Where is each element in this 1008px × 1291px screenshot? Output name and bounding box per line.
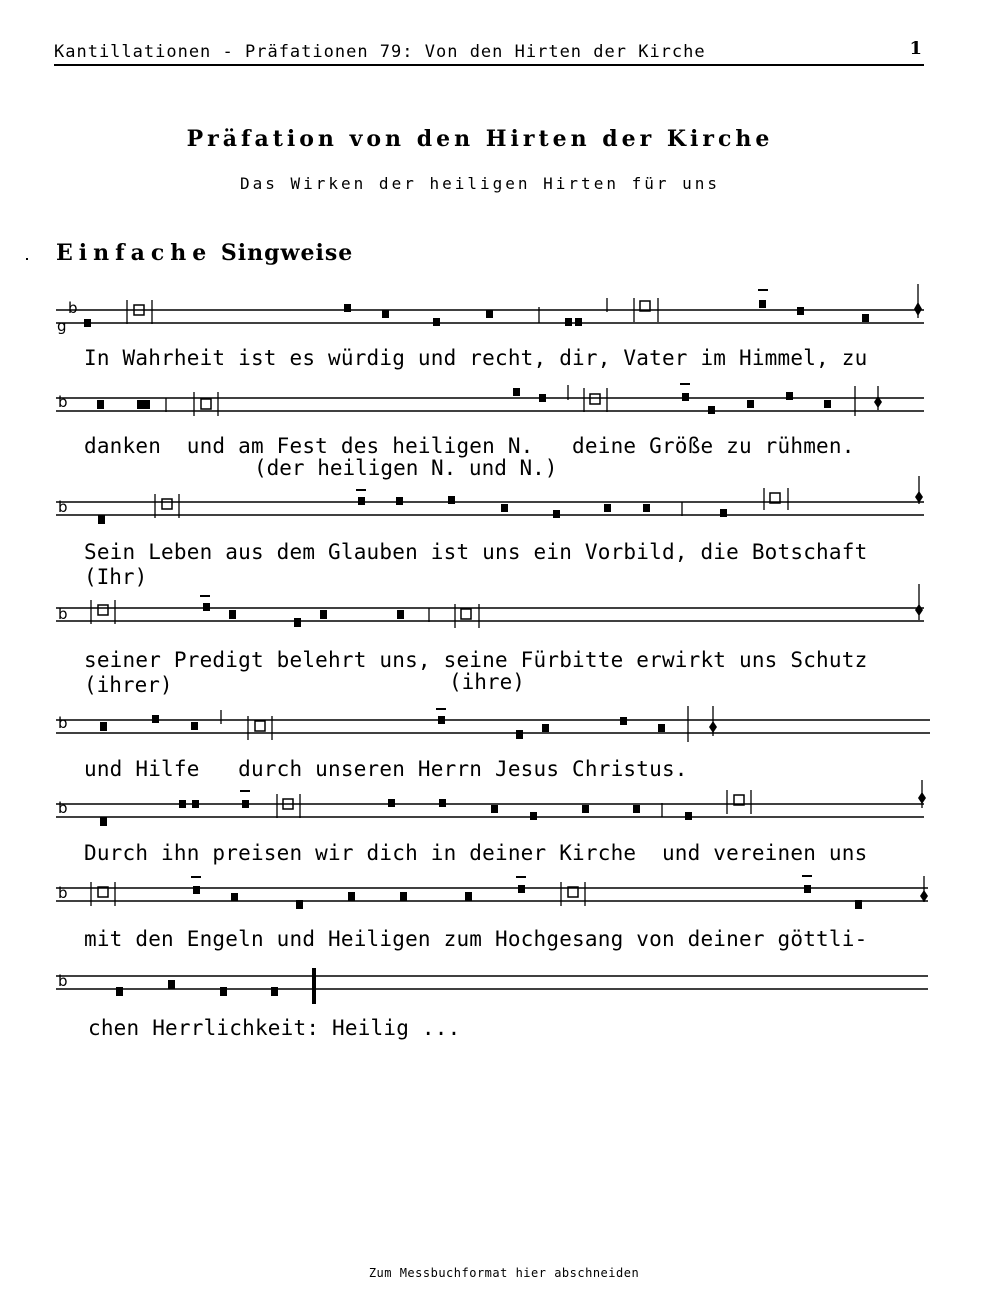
clef-letter: g (57, 317, 67, 335)
section-heading (56, 240, 353, 266)
chant-staff-2 (56, 380, 936, 420)
chant-staff-6 (56, 786, 936, 826)
flat-sign-icon: b (58, 605, 68, 623)
running-header (54, 40, 924, 66)
running-title: Kantillationen - Präfationen 79: Von den Hirten der Kirche (54, 42, 706, 62)
flat-sign-icon: b (68, 299, 78, 317)
page-subtitle: Das Wirken der heiligen Hirten für uns (239, 174, 721, 193)
lyric-line-1: In Wahrheit ist es würdig und recht, dir, Vater im Himmel, zu (84, 346, 868, 370)
lyric-line-4-alt: (ihrer) (84, 673, 173, 697)
lyric-line-7: mit den Engeln und Heiligen zum Hochgesang von deiner göttli- (84, 927, 868, 951)
flat-sign-icon: b (58, 799, 68, 817)
section-heading-rest: Singweise (220, 240, 354, 266)
chant-staff-8 (56, 962, 936, 1002)
flat-sign-icon: b (58, 498, 68, 516)
flat-sign-icon: b (58, 972, 68, 990)
flat-sign-icon: b (58, 714, 68, 732)
lyric-line-4-alt2: (ihre) (449, 670, 525, 694)
lyric-line-6: Durch ihn preisen wir dich in deiner Kirche und vereinen uns (84, 841, 868, 865)
page-title: Präfation von den Hirten der Kirche (186, 126, 774, 152)
chant-staff-3 (56, 484, 936, 524)
lyric-line-2-alt: (der heiligen N. und N.) (254, 456, 558, 480)
flat-sign-icon: b (58, 393, 68, 411)
lyric-line-2: danken und am Fest des heiligen N. deine Größe zu rühmen. (84, 434, 855, 458)
chant-staff-5 (56, 702, 936, 742)
lyric-line-3: Sein Leben aus dem Glauben ist uns ein Vorbild, die Botschaft (84, 540, 868, 564)
margin-mark (26, 258, 28, 260)
chant-staff-1 (56, 292, 936, 335)
flat-sign-icon: b (58, 884, 68, 902)
lyric-line-3-alt: (Ihr) (84, 565, 148, 589)
lyric-line-4: seiner Predigt belehrt uns, seine Fürbitte erwirkt uns Schutz (84, 648, 868, 672)
footer-note: Zum Messbuchformat hier abschneiden (368, 1266, 640, 1280)
chant-staff-4 (56, 590, 936, 630)
section-heading-spaced: Einfache (56, 240, 213, 266)
lyric-line-5: und Hilfe durch unseren Herrn Jesus Christus. (84, 757, 688, 781)
lyric-line-8: chen Herrlichkeit: Heilig ... (88, 1016, 461, 1040)
chant-staff-7 (56, 870, 936, 910)
page-number: 1 (909, 38, 922, 59)
